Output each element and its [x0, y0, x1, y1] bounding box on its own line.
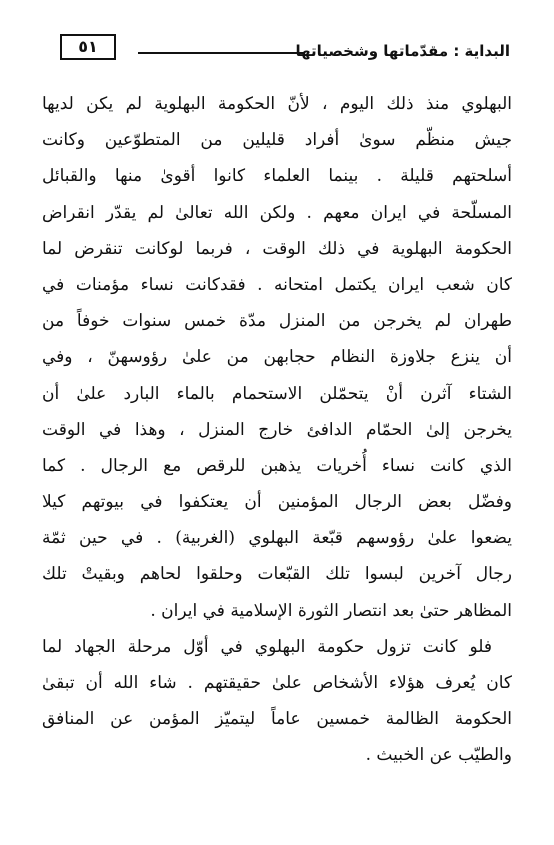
paragraph-1: [42, 86, 512, 629]
text-line: كان يُعرف هؤلاء الأشخاص علىٰ حقيقتهم . شاء الله أن تبقىٰ: [42, 673, 512, 693]
body-text: [42, 86, 512, 774]
page-header: [60, 30, 510, 66]
paragraph-2: [42, 629, 512, 774]
text-line: جيش منظّم سوىٰ أفراد قليلين من المتطوّعين وكانت: [42, 130, 512, 151]
running-title: البداية : مقدّماتها وشخصياتها: [295, 42, 510, 60]
text-line: أسلحتهم قليلة . بينما العلماء كانوا أقوىٰ منها والقبائل: [42, 166, 512, 187]
text-line: الحكومة البهلوية في ذلك الوقت ، فربما لوكانت تنقرض لما: [42, 238, 512, 259]
header-rule: [138, 52, 305, 54]
text-line: يضعوا علىٰ رؤوسهم قبّعة البهلوي (الغربية) . في حين ثمّة: [42, 528, 512, 549]
text-line: الذي كانت نساء أُخريات يذهبن للرقص مع الرجال . كما: [42, 455, 512, 476]
text-line: البهلوي منذ ذلك اليوم ، لأنّ الحكومة البهلوية لم يكن لديها: [42, 94, 512, 114]
text-line: رجال آخرين لبسوا تلك القبّعات وحلقوا لحاهم وبقيتْ تلك: [42, 564, 512, 585]
text-line: طهران لم يخرجن من المنزل مدّة خمس سنوات خوفاً من: [42, 311, 512, 332]
text-line: المظاهر حتىٰ بعد انتصار الثورة الإسلامية في ايران .: [150, 600, 512, 621]
text-line: فلو كانت تزول حكومة البهلوي في أوّل مرحلة الجهاد لما: [42, 636, 492, 657]
text-line: يخرجن إلىٰ الحمّام الدافئ خارج المنزل ، وهذا في الوقت: [42, 419, 512, 440]
text-line: أن ينزع جلاوزة النظام حجابهن من علىٰ رؤوسهنّ ، وفي: [42, 347, 512, 368]
page-number: ٥١: [60, 34, 116, 60]
text-line: المسلّحة في ايران معهم . ولكن الله تعالىٰ لم يقدّر انقراض: [42, 202, 512, 223]
text-line: الحكومة الظالمة خمسين عاماً ليتميّز المؤمن عن المنافق: [42, 709, 512, 730]
text-line: الشتاء آثرن أنْ يتحمّلن الاستحمام بالماء البارد علىٰ أن: [42, 383, 512, 404]
text-line: كان شعب ايران يكتمل امتحانه . فقدكانت نساء مؤمنات في: [42, 274, 512, 295]
text-line: وفضّل بعض الرجال المؤمنين أن يعتكفوا في بيوتهم كيلا: [42, 492, 512, 513]
text-line: والطيّب عن الخبيث .: [365, 745, 512, 766]
